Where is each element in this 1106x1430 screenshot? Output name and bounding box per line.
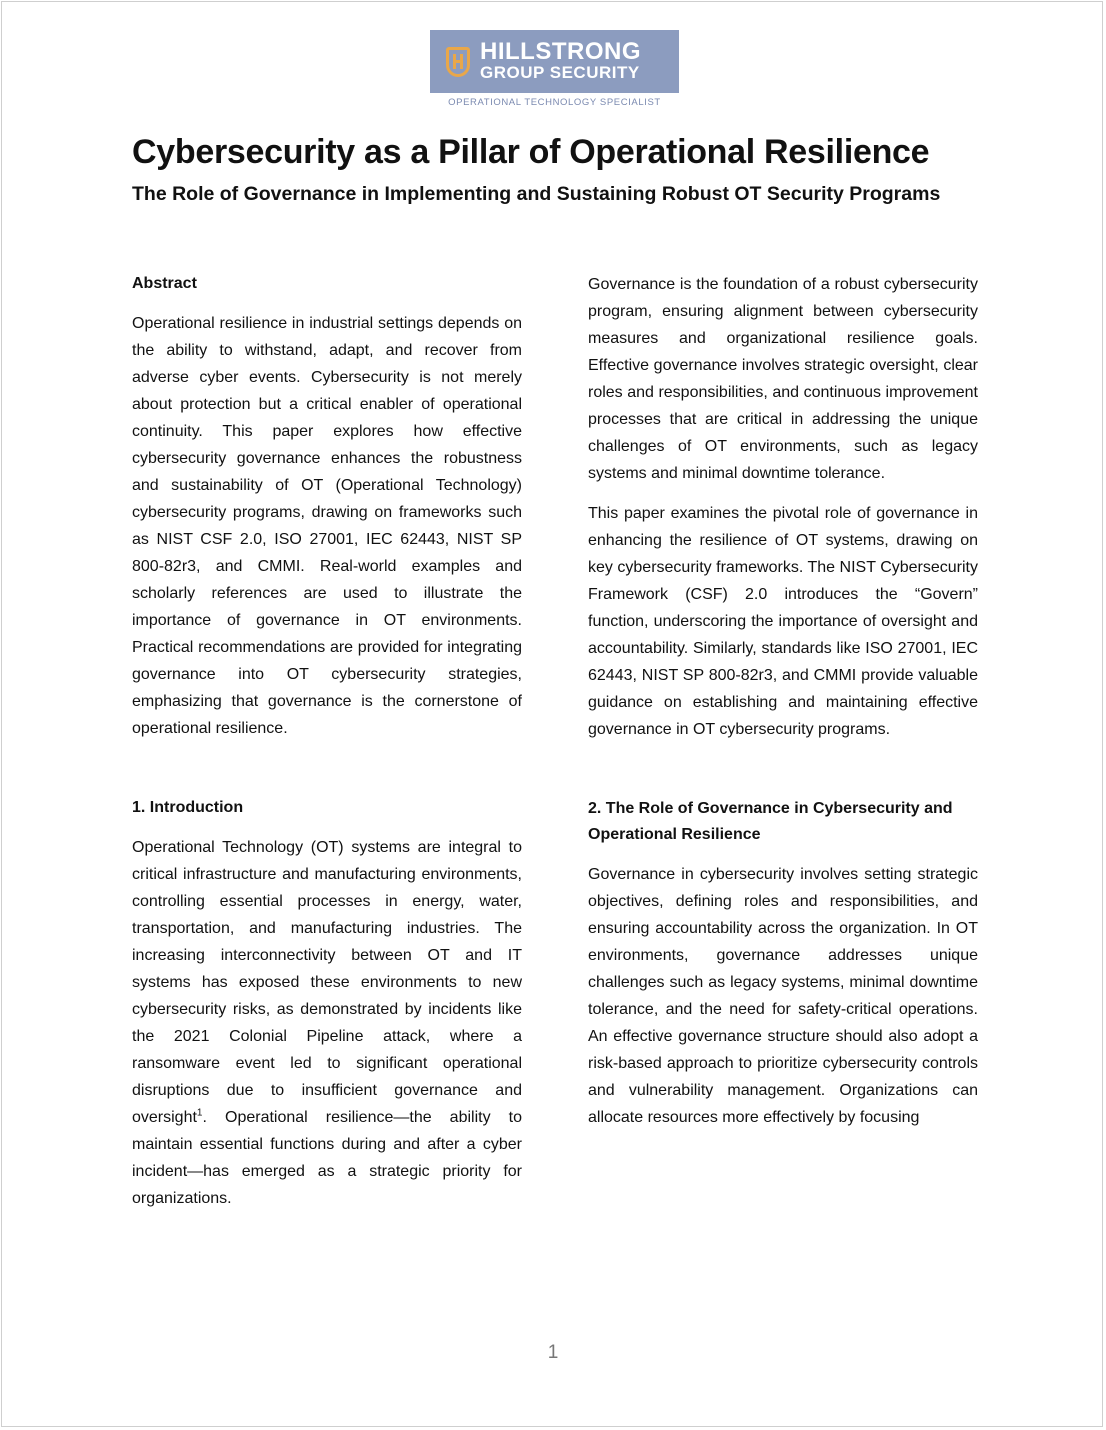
section-gap <box>132 755 522 795</box>
document-title: Cybersecurity as a Pillar of Operational Resilience <box>132 133 930 171</box>
section2-paragraph: Governance in cybersecurity involves setting strategic objectives, defining roles and responsibilities, and ensuring accountability across the organization. In OT environments, governance addresses unique challenges such as legacy systems, minimal downtime tolerance, and the need for safety-critical operations. An effective governance structure should also adopt a risk-based approach to prioritize cybersecurity controls and vulnerability management. Organizations can allocate resources more effectively by focusing <box>588 866 978 1126</box>
footnote-marker[interactable]: 1 <box>196 1107 203 1119</box>
logo-tagline: OPERATIONAL TECHNOLOGY SPECIALIST <box>448 97 661 108</box>
section-gap <box>588 756 978 796</box>
document-subtitle: The Role of Governance in Implementing and Sustaining Robust OT Security Programs <box>132 183 941 205</box>
logo-line2: GROUP SECURITY <box>480 62 640 82</box>
logo-text <box>480 37 641 83</box>
introduction-text-part1: Operational Technology (OT) systems are integral to critical infrastructure and manufacturing environments, controlling essential processes in energy, water, transportation, and manufacturing industries. The increasing interconnectivity between OT and IT systems has exposed these environments to new cybersecurity risks, as demonstrated by incidents like the 2021 Colonial Pipeline attack, where a ransomware event led to significant operational disruptions due to insufficient governance and oversight <box>132 839 522 1126</box>
shield-h-icon <box>446 47 470 77</box>
paper-scope-paragraph: This paper examines the pivotal role of governance in enhancing the resilience of OT systems, drawing on key cybersecurity frameworks. The NIST Cybersecurity Framework (CSF) 2.0 introduces the “Govern” function, underscoring the importance of oversight and accountability. Similarly, standards like ISO 27001, IEC 62443, NIST SP 800-82r3, and CMMI provide valuable guidance on establishing and maintaining effective governance in OT cybersecurity programs. <box>588 505 978 738</box>
company-logo <box>430 30 679 93</box>
governance-paragraph: Governance is the foundation of a robust cybersecurity program, ensuring alignment between cybersecurity measures and organizational resilience goals. Effective governance involves strategic oversight, clear roles and responsibilities, and continuous improvement processes that are critical in addressing the unique challenges of OT environments, such as legacy systems and minimal downtime tolerance. <box>588 276 978 482</box>
introduction-text-part2: . Operational resilience—the ability to maintain essential functions during and after a cyber incident—has emerged as a strategic priority for organizations. <box>132 1109 522 1207</box>
abstract-paragraph: Operational resilience in industrial settings depends on the ability to withstand, adapt, and recover from adverse cyber events. Cybersecurity is not merely about protection but a critical enabler of operational continuity. This paper explores how effective cybersecurity governance enhances the robustness and sustainability of OT (Operational Technology) cybersecurity programs, drawing on frameworks such as NIST CSF 2.0, ISO 27001, IEC 62443, NIST SP 800-82r3, and CMMI. Real-world examples and scholarly references are used to illustrate the importance of governance in OT environments. Practical recommendations are provided for integrating governance into OT cybersecurity strategies, emphasizing that governance is the cornerstone of operational resilience. <box>132 315 522 737</box>
introduction-heading: 1. Introduction <box>132 799 244 816</box>
introduction-paragraph <box>132 834 522 1212</box>
logo-line1: HILLSTRONG <box>480 37 641 65</box>
left-column <box>132 271 522 1225</box>
page-number: 1 <box>547 1342 559 1363</box>
section2-heading: 2. The Role of Governance in Cybersecurity and Operational Resilience <box>588 800 953 843</box>
abstract-heading: Abstract <box>132 275 197 292</box>
right-column <box>588 271 978 1144</box>
